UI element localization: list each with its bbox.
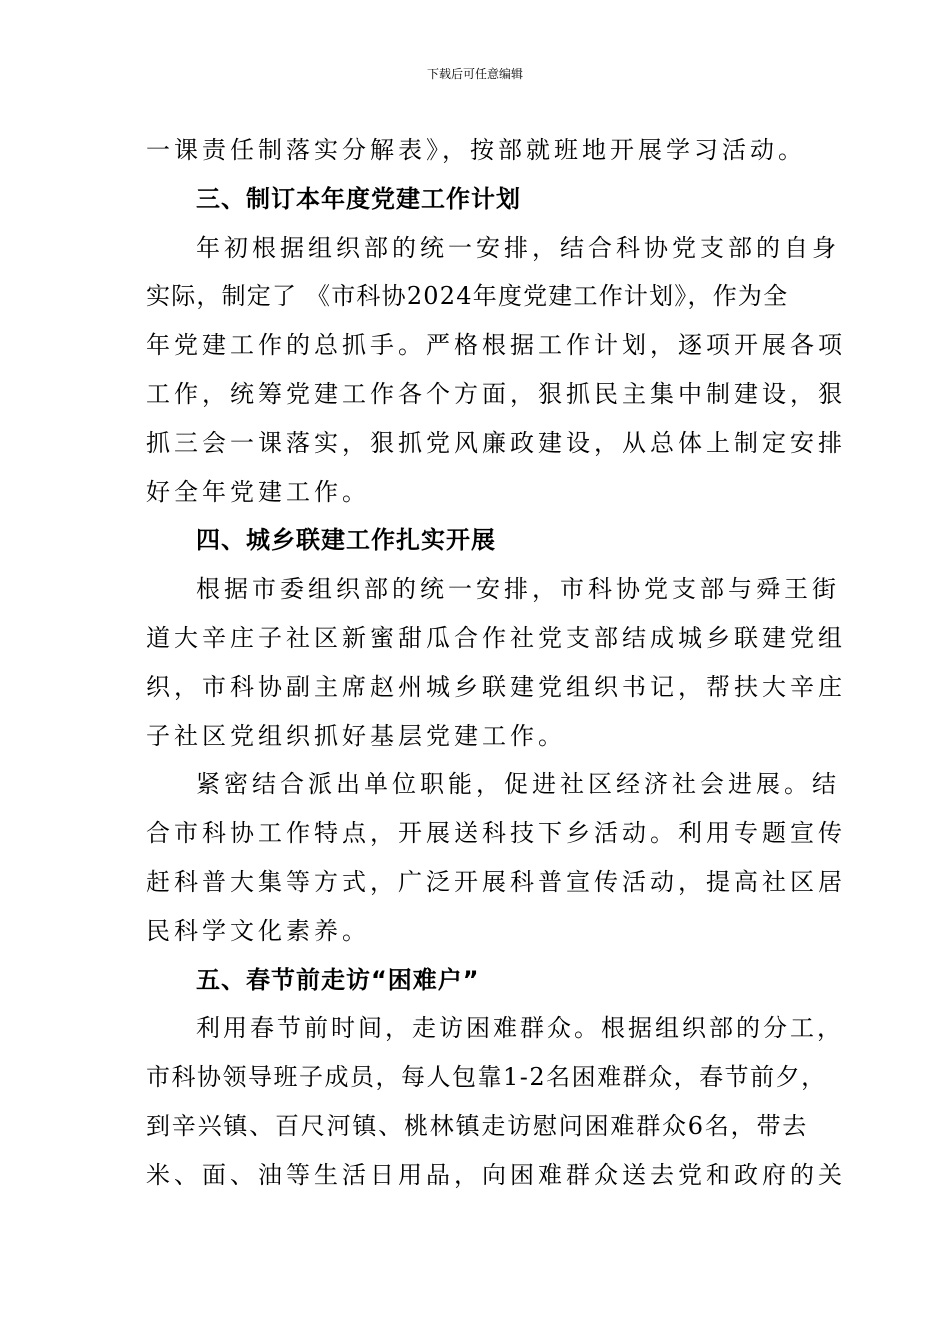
text-line: 好全年党建工作。 xyxy=(146,477,370,506)
text-line: 到辛兴镇、百尺河镇、桃林镇走访慰问困难群众6名，带去 xyxy=(146,1111,809,1140)
paragraph-start: 根据市委组织部的统一安排，市科协党支部与舜王街 xyxy=(196,575,840,604)
text-line: 赶科普大集等方式，广泛开展科普宣传活动，提高社区居 xyxy=(146,867,846,896)
text-line: 一课责任制落实分解表》，按部就班地开展学习活动。 xyxy=(146,136,806,164)
page-header: 下载后可任意编辑 xyxy=(426,67,523,81)
text-line: 米、面、油等生活日用品，向困难群众送去党和政府的关 xyxy=(146,1160,846,1189)
section-heading: 五、春节前走访“困难户” xyxy=(196,965,480,994)
text-line: 市科协领导班子成员，每人包靠1-2名困难群众，春节前夕， xyxy=(146,1063,827,1092)
document-body xyxy=(146,126,846,1200)
text-line: 子社区党组织抓好基层党建工作。 xyxy=(146,721,566,750)
text-line: 合市科协工作特点，开展送科技下乡活动。利用专题宣传 xyxy=(146,819,846,848)
section-heading: 四、城乡联建工作扎实开展 xyxy=(196,526,496,555)
text-line: 织，市科协副主席赵州城乡联建党组织书记，帮扶大辛庄 xyxy=(146,672,846,701)
text-line: 抓三会一课落实，狠抓党风廉政建设，从总体上制定安排 xyxy=(146,428,846,457)
paragraph-start: 年初根据组织部的统一安排，结合科协党支部的自身 xyxy=(196,233,840,262)
paragraph-start: 紧密结合派出单位职能，促进社区经济社会进展。结 xyxy=(196,770,840,799)
text-line: 道大辛庄子社区新蜜甜瓜合作社党支部结成城乡联建党组 xyxy=(146,623,846,652)
text-line: 民科学文化素养。 xyxy=(146,916,370,945)
paragraph-start: 利用春节前时间，走访困难群众。根据组织部的分工， xyxy=(196,1014,844,1043)
text-line: 工作，统筹党建工作各个方面，狠抓民主集中制建设，狠 xyxy=(146,379,846,408)
section-heading: 三、制订本年度党建工作计划 xyxy=(196,184,521,213)
text-line: 实际，制定了 《市科协2024年度党建工作计划》，作为全 xyxy=(146,282,789,311)
text-line: 年党建工作的总抓手。严格根据工作计划，逐项开展各项 xyxy=(146,331,846,360)
